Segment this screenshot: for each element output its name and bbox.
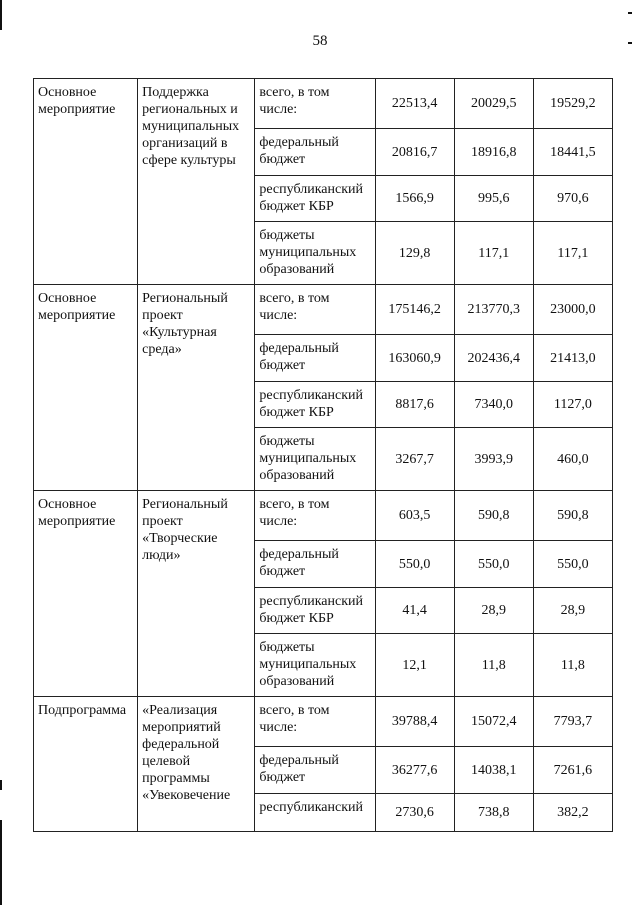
table-row xyxy=(34,79,613,129)
scan-edge-mark xyxy=(628,12,632,14)
value-cell: 1566,9 xyxy=(375,176,454,222)
value-cell: 550,0 xyxy=(375,541,454,588)
value-cell: 213770,3 xyxy=(454,285,533,335)
value-cell: 590,8 xyxy=(533,491,612,541)
value-cell: 175146,2 xyxy=(375,285,454,335)
value-cell: 1127,0 xyxy=(533,382,612,428)
funding-source-cell: всего, в том числе: xyxy=(255,491,375,541)
value-cell: 23000,0 xyxy=(533,285,612,335)
value-cell: 970,6 xyxy=(533,176,612,222)
funding-source-cell: федеральный бюджет xyxy=(255,747,375,794)
value-cell: 117,1 xyxy=(454,222,533,285)
scan-edge-mark xyxy=(628,42,632,44)
measure-name-cell: Поддержка региональных и муниципальных организаций в сфере культуры xyxy=(138,79,255,285)
value-cell: 12,1 xyxy=(375,634,454,697)
measure-name-cell: Региональный проект «Творческие люди» xyxy=(138,491,255,697)
scan-edge-mark xyxy=(0,0,2,30)
value-cell: 7261,6 xyxy=(533,747,612,794)
value-cell: 460,0 xyxy=(533,428,612,491)
measure-type-cell: Основное мероприятие xyxy=(34,79,138,285)
value-cell: 550,0 xyxy=(533,541,612,588)
measure-type-cell: Основное мероприятие xyxy=(34,491,138,697)
value-cell: 3993,9 xyxy=(454,428,533,491)
measure-name-cell: Региональный проект «Культурная среда» xyxy=(138,285,255,491)
value-cell: 550,0 xyxy=(454,541,533,588)
measure-type-cell: Подпрограмма xyxy=(34,697,138,832)
funding-source-cell: федеральный бюджет xyxy=(255,335,375,382)
value-cell: 11,8 xyxy=(533,634,612,697)
funding-source-cell: федеральный бюджет xyxy=(255,541,375,588)
value-cell: 15072,4 xyxy=(454,697,533,747)
value-cell: 738,8 xyxy=(454,794,533,832)
scan-edge-mark xyxy=(0,820,2,905)
funding-source-cell: республиканский бюджет КБР xyxy=(255,588,375,634)
funding-source-cell: республиканский бюджет КБР xyxy=(255,176,375,222)
budget-table xyxy=(33,78,613,832)
funding-source-cell: всего, в том числе: xyxy=(255,285,375,335)
value-cell: 603,5 xyxy=(375,491,454,541)
value-cell: 2730,6 xyxy=(375,794,454,832)
funding-source-cell: всего, в том числе: xyxy=(255,79,375,129)
value-cell: 129,8 xyxy=(375,222,454,285)
value-cell: 18441,5 xyxy=(533,129,612,176)
funding-source-cell: республиканский xyxy=(255,794,375,832)
value-cell: 995,6 xyxy=(454,176,533,222)
value-cell: 590,8 xyxy=(454,491,533,541)
value-cell: 163060,9 xyxy=(375,335,454,382)
value-cell: 8817,6 xyxy=(375,382,454,428)
table-row xyxy=(34,491,613,541)
funding-source-cell: федеральный бюджет xyxy=(255,129,375,176)
funding-source-cell: бюджеты муниципальных образований xyxy=(255,428,375,491)
value-cell: 41,4 xyxy=(375,588,454,634)
value-cell: 36277,6 xyxy=(375,747,454,794)
value-cell: 19529,2 xyxy=(533,79,612,129)
value-cell: 14038,1 xyxy=(454,747,533,794)
value-cell: 18916,8 xyxy=(454,129,533,176)
measure-type-cell: Основное мероприятие xyxy=(34,285,138,491)
funding-source-cell: бюджеты муниципальных образований xyxy=(255,222,375,285)
value-cell: 39788,4 xyxy=(375,697,454,747)
funding-source-cell: республиканский бюджет КБР xyxy=(255,382,375,428)
funding-source-cell: всего, в том числе: xyxy=(255,697,375,747)
value-cell: 20816,7 xyxy=(375,129,454,176)
value-cell: 382,2 xyxy=(533,794,612,832)
measure-name-cell: «Реализация мероприятий федеральной целевой программы «Увековечение xyxy=(138,697,255,832)
funding-source-cell: бюджеты муниципальных образований xyxy=(255,634,375,697)
value-cell: 202436,4 xyxy=(454,335,533,382)
page-number: 58 xyxy=(312,33,328,49)
value-cell: 28,9 xyxy=(533,588,612,634)
table-row xyxy=(34,697,613,747)
value-cell: 22513,4 xyxy=(375,79,454,129)
value-cell: 21413,0 xyxy=(533,335,612,382)
value-cell: 3267,7 xyxy=(375,428,454,491)
value-cell: 7340,0 xyxy=(454,382,533,428)
value-cell: 11,8 xyxy=(454,634,533,697)
table-row xyxy=(34,285,613,335)
value-cell: 20029,5 xyxy=(454,79,533,129)
scan-edge-mark xyxy=(0,780,2,790)
value-cell: 28,9 xyxy=(454,588,533,634)
value-cell: 7793,7 xyxy=(533,697,612,747)
value-cell: 117,1 xyxy=(533,222,612,285)
